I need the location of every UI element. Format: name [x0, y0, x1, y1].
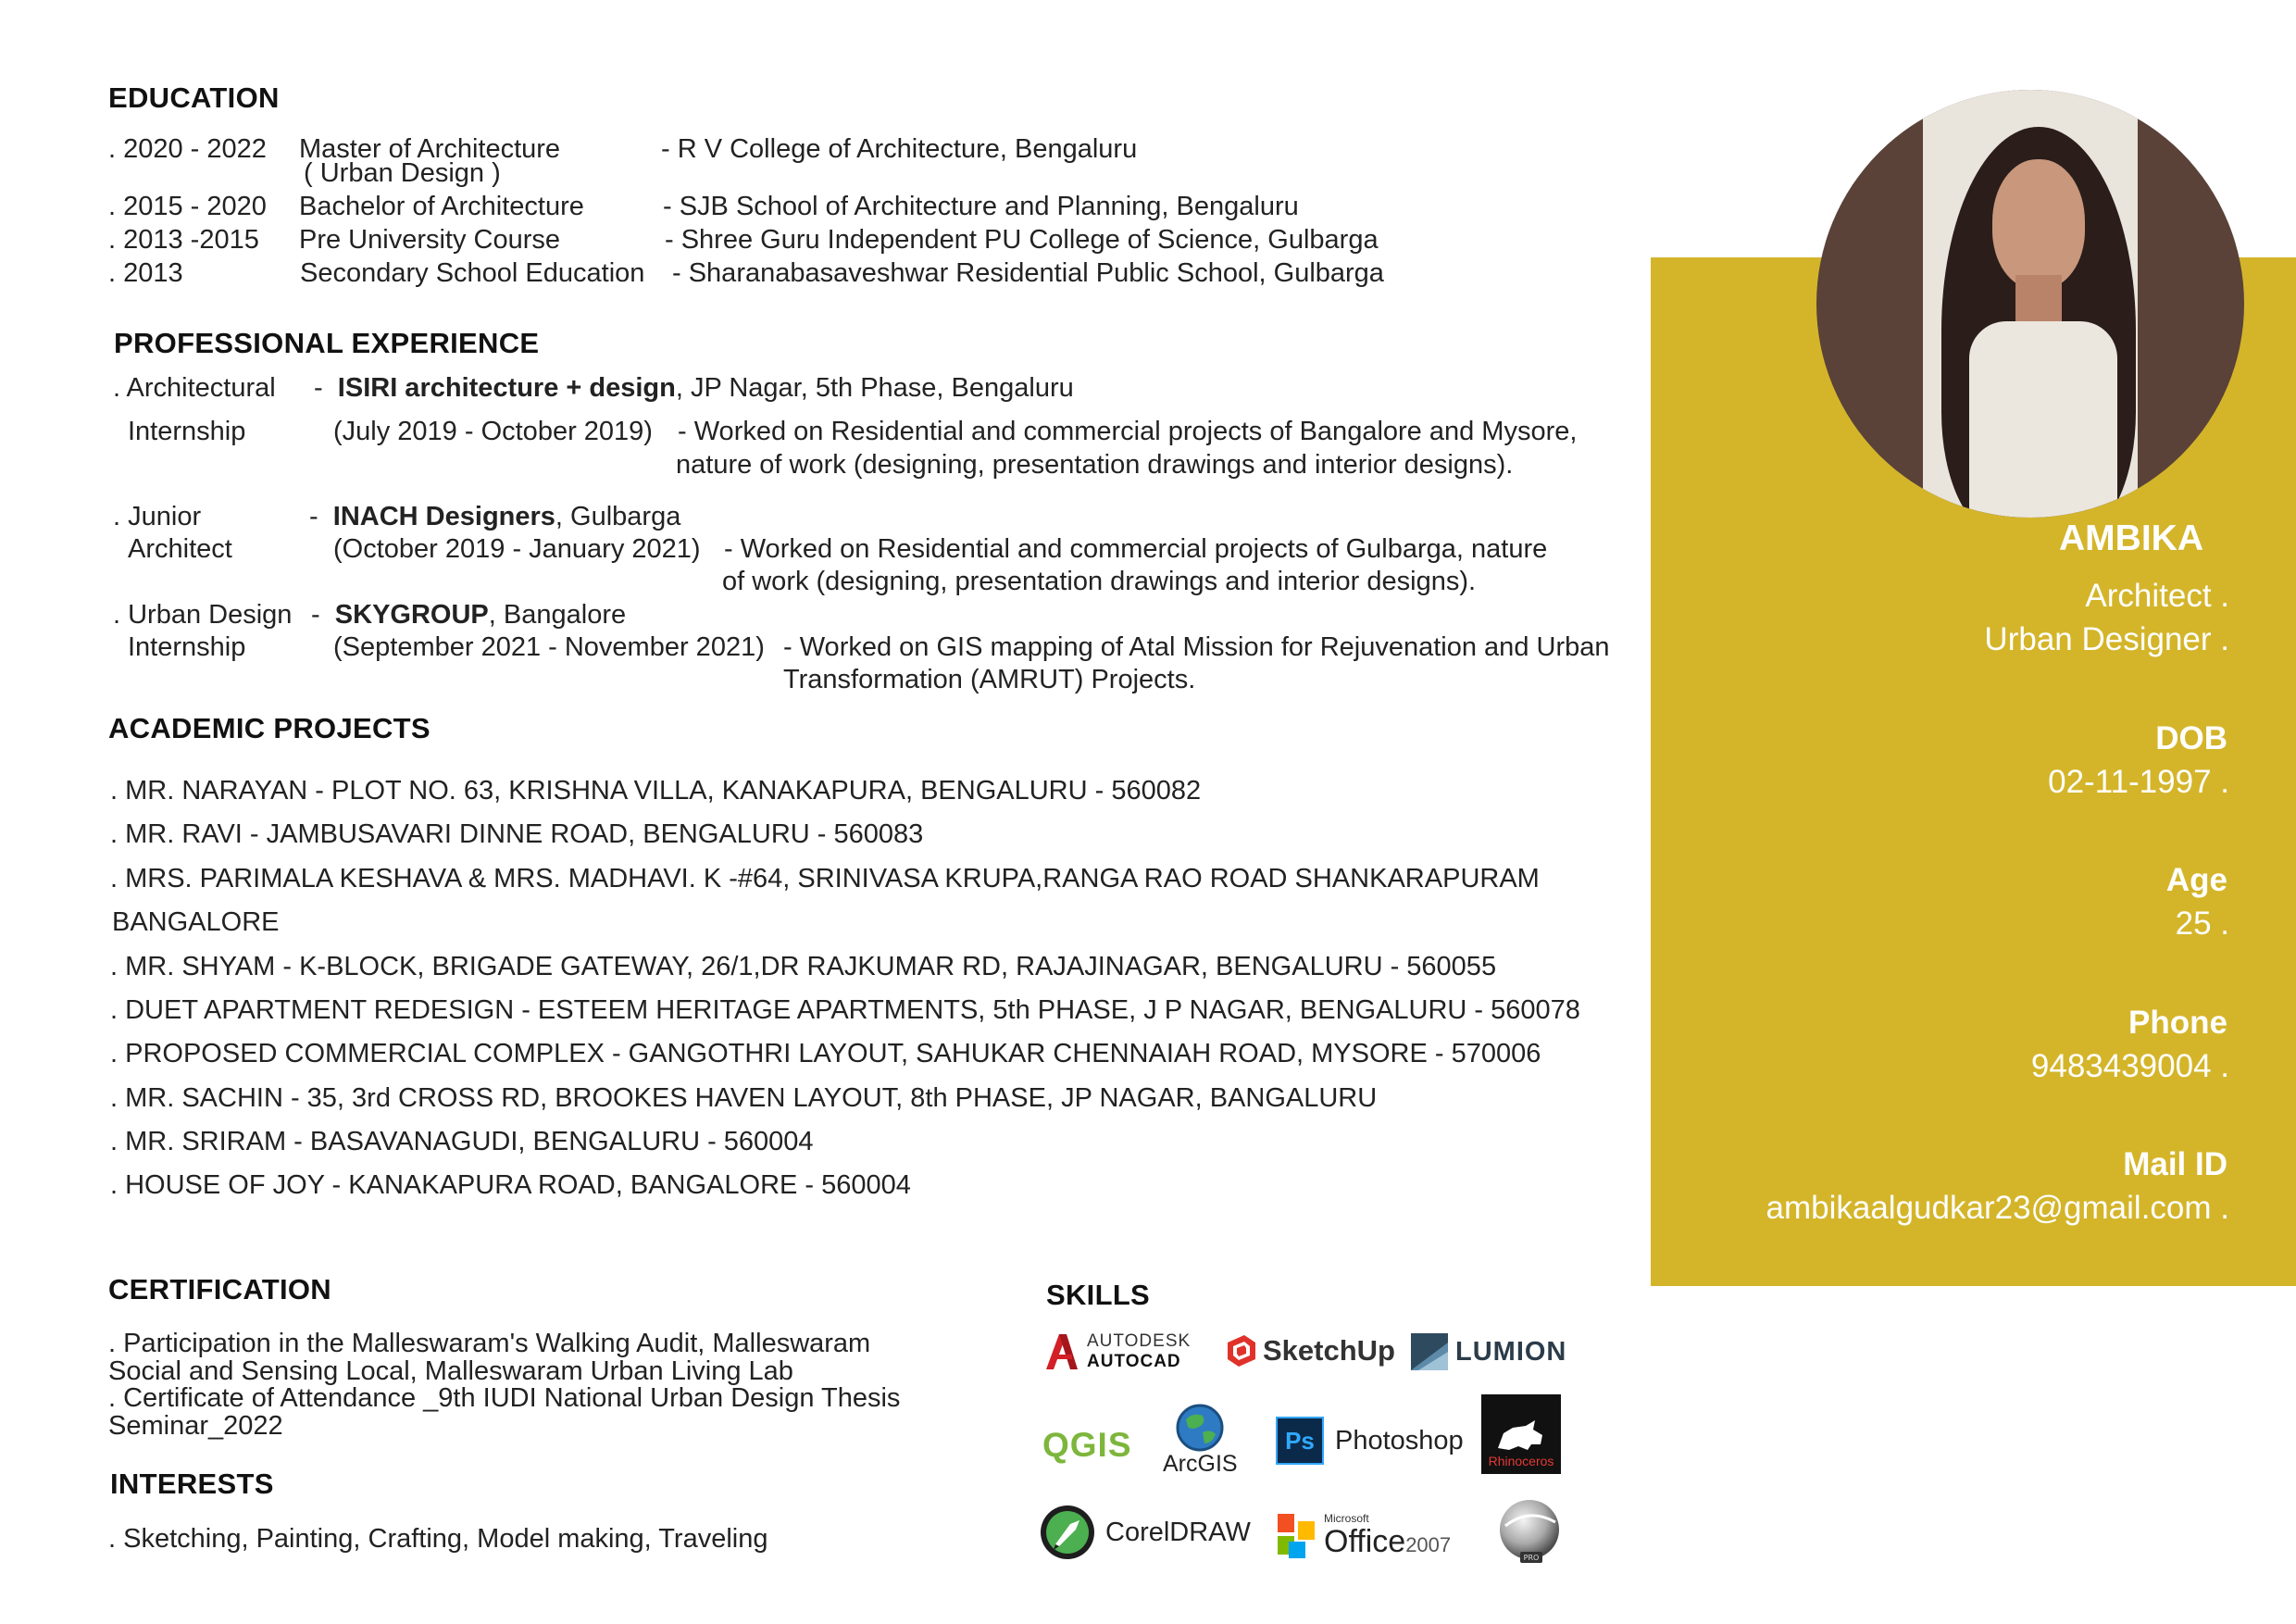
- arcgis-globe-icon: [1175, 1403, 1225, 1453]
- autocad-icon: [1044, 1332, 1079, 1371]
- exp-desc: - Worked on Residential and commercial projects of Gulbarga, nature: [724, 534, 1548, 564]
- exp-company: ISIRI architecture + design: [337, 373, 676, 403]
- office-icon: [1276, 1512, 1318, 1560]
- edu-years: . 2020 - 2022: [108, 134, 267, 164]
- exp-desc-cont: Transformation (AMRUT) Projects.: [783, 665, 1196, 694]
- arcgis-text: ArcGIS: [1163, 1451, 1238, 1477]
- lumion-icon: [1411, 1333, 1448, 1370]
- exp-company-line: - ISIRI architecture + design, JP Nagar, 5th Phase, Bengaluru: [314, 373, 1074, 403]
- sketchup-text: SketchUp: [1263, 1334, 1395, 1367]
- certification-line: Seminar_2022: [108, 1411, 283, 1441]
- autocad-logo: [1044, 1331, 1191, 1372]
- certification-line: Social and Sensing Local, Malleswaram Urban Living Lab: [108, 1356, 793, 1386]
- exp-desc-cont: nature of work (designing, presentation drawings and interior designs).: [676, 450, 1514, 480]
- exp-company: SKYGROUP: [334, 600, 489, 630]
- profile-name: AMBIKA: [2059, 518, 2203, 558]
- exp-role: . Urban Design: [113, 600, 293, 630]
- exp-period: (October 2019 - January 2021): [333, 534, 701, 564]
- project-item: . DUET APARTMENT REDESIGN - ESTEEM HERITAGE APARTMENTS, 5th PHASE, J P NAGAR, BENGALURU - 560078: [110, 995, 1580, 1025]
- dob-label: DOB: [2155, 720, 2227, 756]
- autodesk-text: AUTODESK: [1087, 1331, 1192, 1351]
- edu-institution: - R V College of Architecture, Bengaluru: [661, 134, 1138, 164]
- exp-company: INACH Designers: [332, 502, 555, 531]
- edu-degree: Bachelor of Architecture: [299, 192, 584, 221]
- rhino-logo: [1481, 1394, 1561, 1474]
- qgis-logo: [1042, 1426, 1132, 1465]
- certification-line: . Participation in the Malleswaram's Walking Audit, Malleswaram: [108, 1329, 871, 1358]
- pro-badge-text: PRO: [1523, 1554, 1540, 1562]
- profile-photo: [1816, 90, 2244, 518]
- autocad-text: AUTOCAD: [1087, 1352, 1181, 1371]
- exp-role-sub: Internship: [128, 417, 246, 446]
- exp-role: . Architectural: [113, 373, 276, 403]
- mail-label: Mail ID: [2123, 1146, 2227, 1182]
- project-item: . MR. SACHIN - 35, 3rd CROSS RD, BROOKES HAVEN LAYOUT, 8th PHASE, JP NAGAR, BANGALURU: [110, 1083, 1378, 1113]
- edu-years: . 2013 -2015: [108, 225, 259, 255]
- exp-desc-cont: of work (designing, presentation drawings and interior designs).: [722, 567, 1477, 596]
- exp-role-sub: Internship: [128, 632, 246, 662]
- project-item: . MR. SHYAM - K-BLOCK, BRIGADE GATEWAY, 26/1,DR RAJKUMAR RD, RAJAJINAGAR, BENGALURU - 560055: [110, 952, 1497, 981]
- phone-label: Phone: [2128, 1005, 2227, 1041]
- coreldraw-icon: [1039, 1504, 1096, 1561]
- experience-heading: PROFESSIONAL EXPERIENCE: [114, 327, 540, 359]
- project-item: . MR. NARAYAN - PLOT NO. 63, KRISHNA VILLA, KANAKAPURA, BENGALURU - 560082: [110, 776, 1202, 806]
- project-item: . MR. SRIRAM - BASAVANAGUDI, BENGALURU - 560004: [110, 1127, 814, 1156]
- exp-role-sub: Architect: [128, 534, 232, 564]
- office-year-text: 2007: [1405, 1533, 1452, 1556]
- certification-line: . Certificate of Attendance _9th IUDI National Urban Design Thesis: [108, 1383, 901, 1413]
- edu-institution: - Shree Guru Independent PU College of Science, Gulbarga: [665, 225, 1379, 255]
- photoshop-text: Photoshop: [1335, 1425, 1464, 1455]
- project-item: . MR. RAVI - JAMBUSAVARI DINNE ROAD, BENGALURU - 560083: [110, 819, 924, 849]
- rhino-text: Rhinoceros: [1488, 1454, 1554, 1468]
- ms-office-logo: [1276, 1511, 1451, 1561]
- exp-company-line: - SKYGROUP, Bangalore: [311, 600, 627, 630]
- edu-degree: Master of Architecture: [299, 134, 561, 164]
- phone-value: 9483439004 .: [2030, 1048, 2229, 1084]
- sketchup-icon: [1224, 1333, 1259, 1368]
- dob-value: 02-11-1997 .: [2048, 764, 2229, 800]
- coreldraw-logo: [1039, 1504, 1251, 1561]
- photoshop-logo: [1276, 1417, 1464, 1465]
- lumion-logo: [1411, 1333, 1566, 1370]
- office-text: Office: [1324, 1524, 1406, 1559]
- projects-heading: ACADEMIC PROJECTS: [108, 712, 430, 744]
- qgis-text: QGIS: [1042, 1426, 1132, 1464]
- exp-company-line: - INACH Designers, Gulbarga: [309, 502, 681, 531]
- google-earth-pro-logo: [1496, 1498, 1563, 1567]
- project-item: . MRS. PARIMALA KESHAVA & MRS. MADHAVI. K -#64, SRINIVASA KRUPA,RANGA RAO ROAD SHANKARAPURAM: [110, 864, 1540, 893]
- project-item-cont: BANGALORE: [112, 907, 280, 937]
- microsoft-text: Microsoft: [1324, 1512, 1369, 1525]
- age-value: 25 .: [2175, 906, 2229, 942]
- coreldraw-text: CorelDRAW: [1105, 1517, 1251, 1547]
- edu-degree: Pre University Course: [299, 225, 561, 255]
- skills-heading: SKILLS: [1046, 1279, 1151, 1311]
- exp-period: (September 2021 - November 2021): [333, 632, 765, 662]
- mail-value: ambikaalgudkar23@gmail.com .: [1766, 1190, 2229, 1226]
- age-label: Age: [2165, 862, 2227, 898]
- interests-text: . Sketching, Painting, Crafting, Model making, Traveling: [108, 1524, 768, 1554]
- exp-desc: - Worked on GIS mapping of Atal Mission for Rejuvenation and Urban: [783, 632, 1610, 662]
- arcgis-logo: [1163, 1403, 1238, 1478]
- exp-period: (July 2019 - October 2019): [333, 417, 653, 446]
- interests-heading: INTERESTS: [110, 1468, 274, 1500]
- edu-years: . 2013: [108, 258, 183, 288]
- edu-degree-sub: ( Urban Design ): [304, 158, 501, 188]
- certification-heading: CERTIFICATION: [108, 1273, 331, 1305]
- education-heading: EDUCATION: [108, 81, 280, 114]
- edu-years: . 2015 - 2020: [108, 192, 267, 221]
- exp-desc: - Worked on Residential and commercial projects of Bangalore and Mysore,: [678, 417, 1578, 446]
- profile-title-architect: Architect .: [2085, 578, 2229, 614]
- google-earth-icon: [1496, 1498, 1563, 1567]
- edu-institution: - SJB School of Architecture and Planning, Bengaluru: [663, 192, 1299, 221]
- edu-institution: - Sharanabasaveshwar Residential Public School, Gulbarga: [672, 258, 1384, 288]
- sketchup-logo: [1224, 1333, 1395, 1368]
- exp-role: . Junior: [113, 502, 202, 531]
- lumion-text: LUMION: [1455, 1336, 1567, 1367]
- edu-degree: Secondary School Education: [300, 258, 645, 288]
- profile-title-urban-designer: Urban Designer .: [1984, 621, 2229, 657]
- project-item: . PROPOSED COMMERCIAL COMPLEX - GANGOTHRI LAYOUT, SAHUKAR CHENNAIAH ROAD, MYSORE - 570006: [110, 1039, 1541, 1068]
- photoshop-icon: Ps: [1276, 1417, 1324, 1465]
- project-item: . HOUSE OF JOY - KANAKAPURA ROAD, BANGALORE - 560004: [110, 1170, 911, 1200]
- rhino-icon: [1494, 1417, 1548, 1454]
